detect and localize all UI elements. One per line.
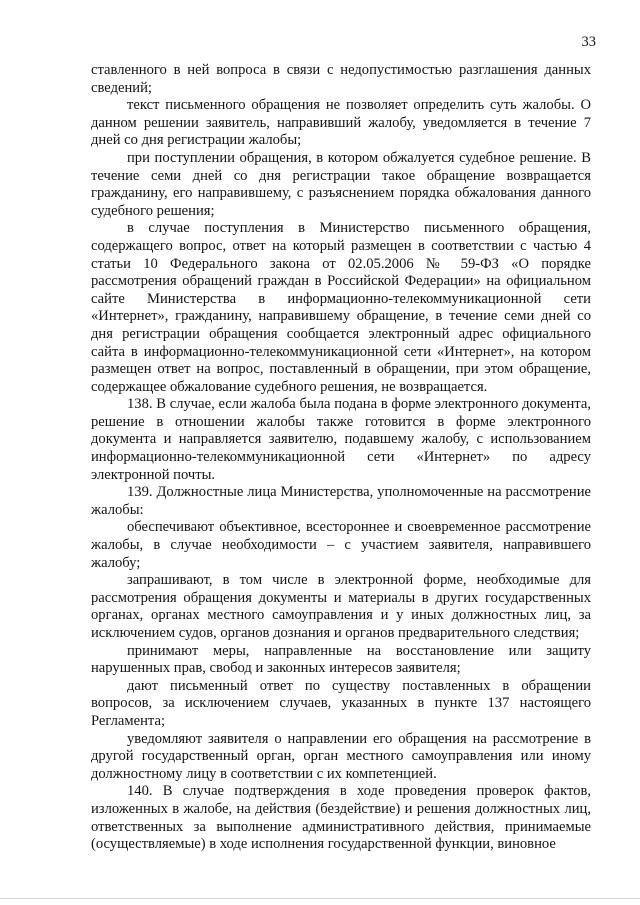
- page-number: 33: [581, 34, 596, 50]
- paragraph-138: 138. В случае, если жалоба была подана в форме электронного документа, решение в отношении жалобы также готовится в форме электронного документа и направляется заявителю, подавшему жалобу, с использованием информационно-телекоммуникационной сети «Интернет» по адресу электронной почты.: [91, 396, 591, 483]
- page-bottom-edge: [0, 898, 640, 899]
- paragraph-unreadable-text: текст письменного обращения не позволяет определить суть жалобы. О данном решении заявитель, направивший жалобу, уведомляется в течение 7 дней со дня регистрации жалобы;: [91, 97, 591, 149]
- paragraph-notify-applicant: уведомляют заявителя о направлении его обращения на рассмотрение в другой государственный орган, орган местного самоуправления или иному должностному лицу в соответствии с их компетенцией.: [91, 730, 591, 782]
- paragraph-140: 140. В случае подтверждения в ходе проведения проверок фактов, изложенных в жалобе, на действия (бездействие) и решения должностных лиц, ответственных за выполнение административного действия, принимаемые (осуществляемые) в ходе исполнения государственной функции, виновное: [91, 783, 591, 853]
- paragraph-take-measures: принимают меры, направленные на восстановление или защиту нарушенных прав, свобод и законных интересов заявителя;: [91, 642, 591, 677]
- body-text: [91, 62, 591, 854]
- paragraph-request-documents: запрашивают, в том числе в электронной форме, необходимые для рассмотрения обращения документы и материалы в других государственных органах, органах местного самоуправления и у иных должностных лиц, за исключением судов, органов дознания и органов предварительного следствия;: [91, 572, 591, 641]
- paragraph-ensure-review: обеспечивают объективное, всестороннее и своевременное рассмотрение жалобы, в случае необходимости – с участием заявителя, направившего жалобу;: [91, 519, 591, 571]
- paragraph-court-decision: при поступлении обращения, в котором обжалуется судебное решение. В течение семи дней со дня регистрации такое обращение возвращается гражданину, его направившему, с разъяснением порядка обжалования данного судебного решения;: [91, 149, 591, 219]
- paragraph-continuation: ставленного в ней вопроса в связи с недопустимостью разглашения данных сведений;: [91, 62, 591, 96]
- paragraph-written-answer: дают письменный ответ по существу поставленных в обращении вопросов, за исключением случаев, указанных в пункте 137 настоящего Регламента;: [91, 677, 591, 729]
- paragraph-139: 139. Должностные лица Министерства, уполномоченные на рассмотрение жалобы:: [91, 484, 591, 518]
- paragraph-published-answer: в случае поступления в Министерство письменного обращения, содержащего вопрос, ответ на который размещен в соответствии с частью 4 статьи 10 Федерального закона от 02.05.2006 № 59-ФЗ «О порядке рассмотрения обращений граждан в Российской Федерации» на официальном сайте Министерства в информационно-телекоммуникационной сети «Интернет», гражданину, направившему обращение, в течение семи дней со дня регистрации обращения сообщается электронный адрес официального сайта в информационно-телекоммуникационной сети «Интернет», на котором размещен ответ на вопрос, поставленный в обращении, при этом обращение, содержащее обжалование судебного решения, не возвращается.: [91, 220, 591, 395]
